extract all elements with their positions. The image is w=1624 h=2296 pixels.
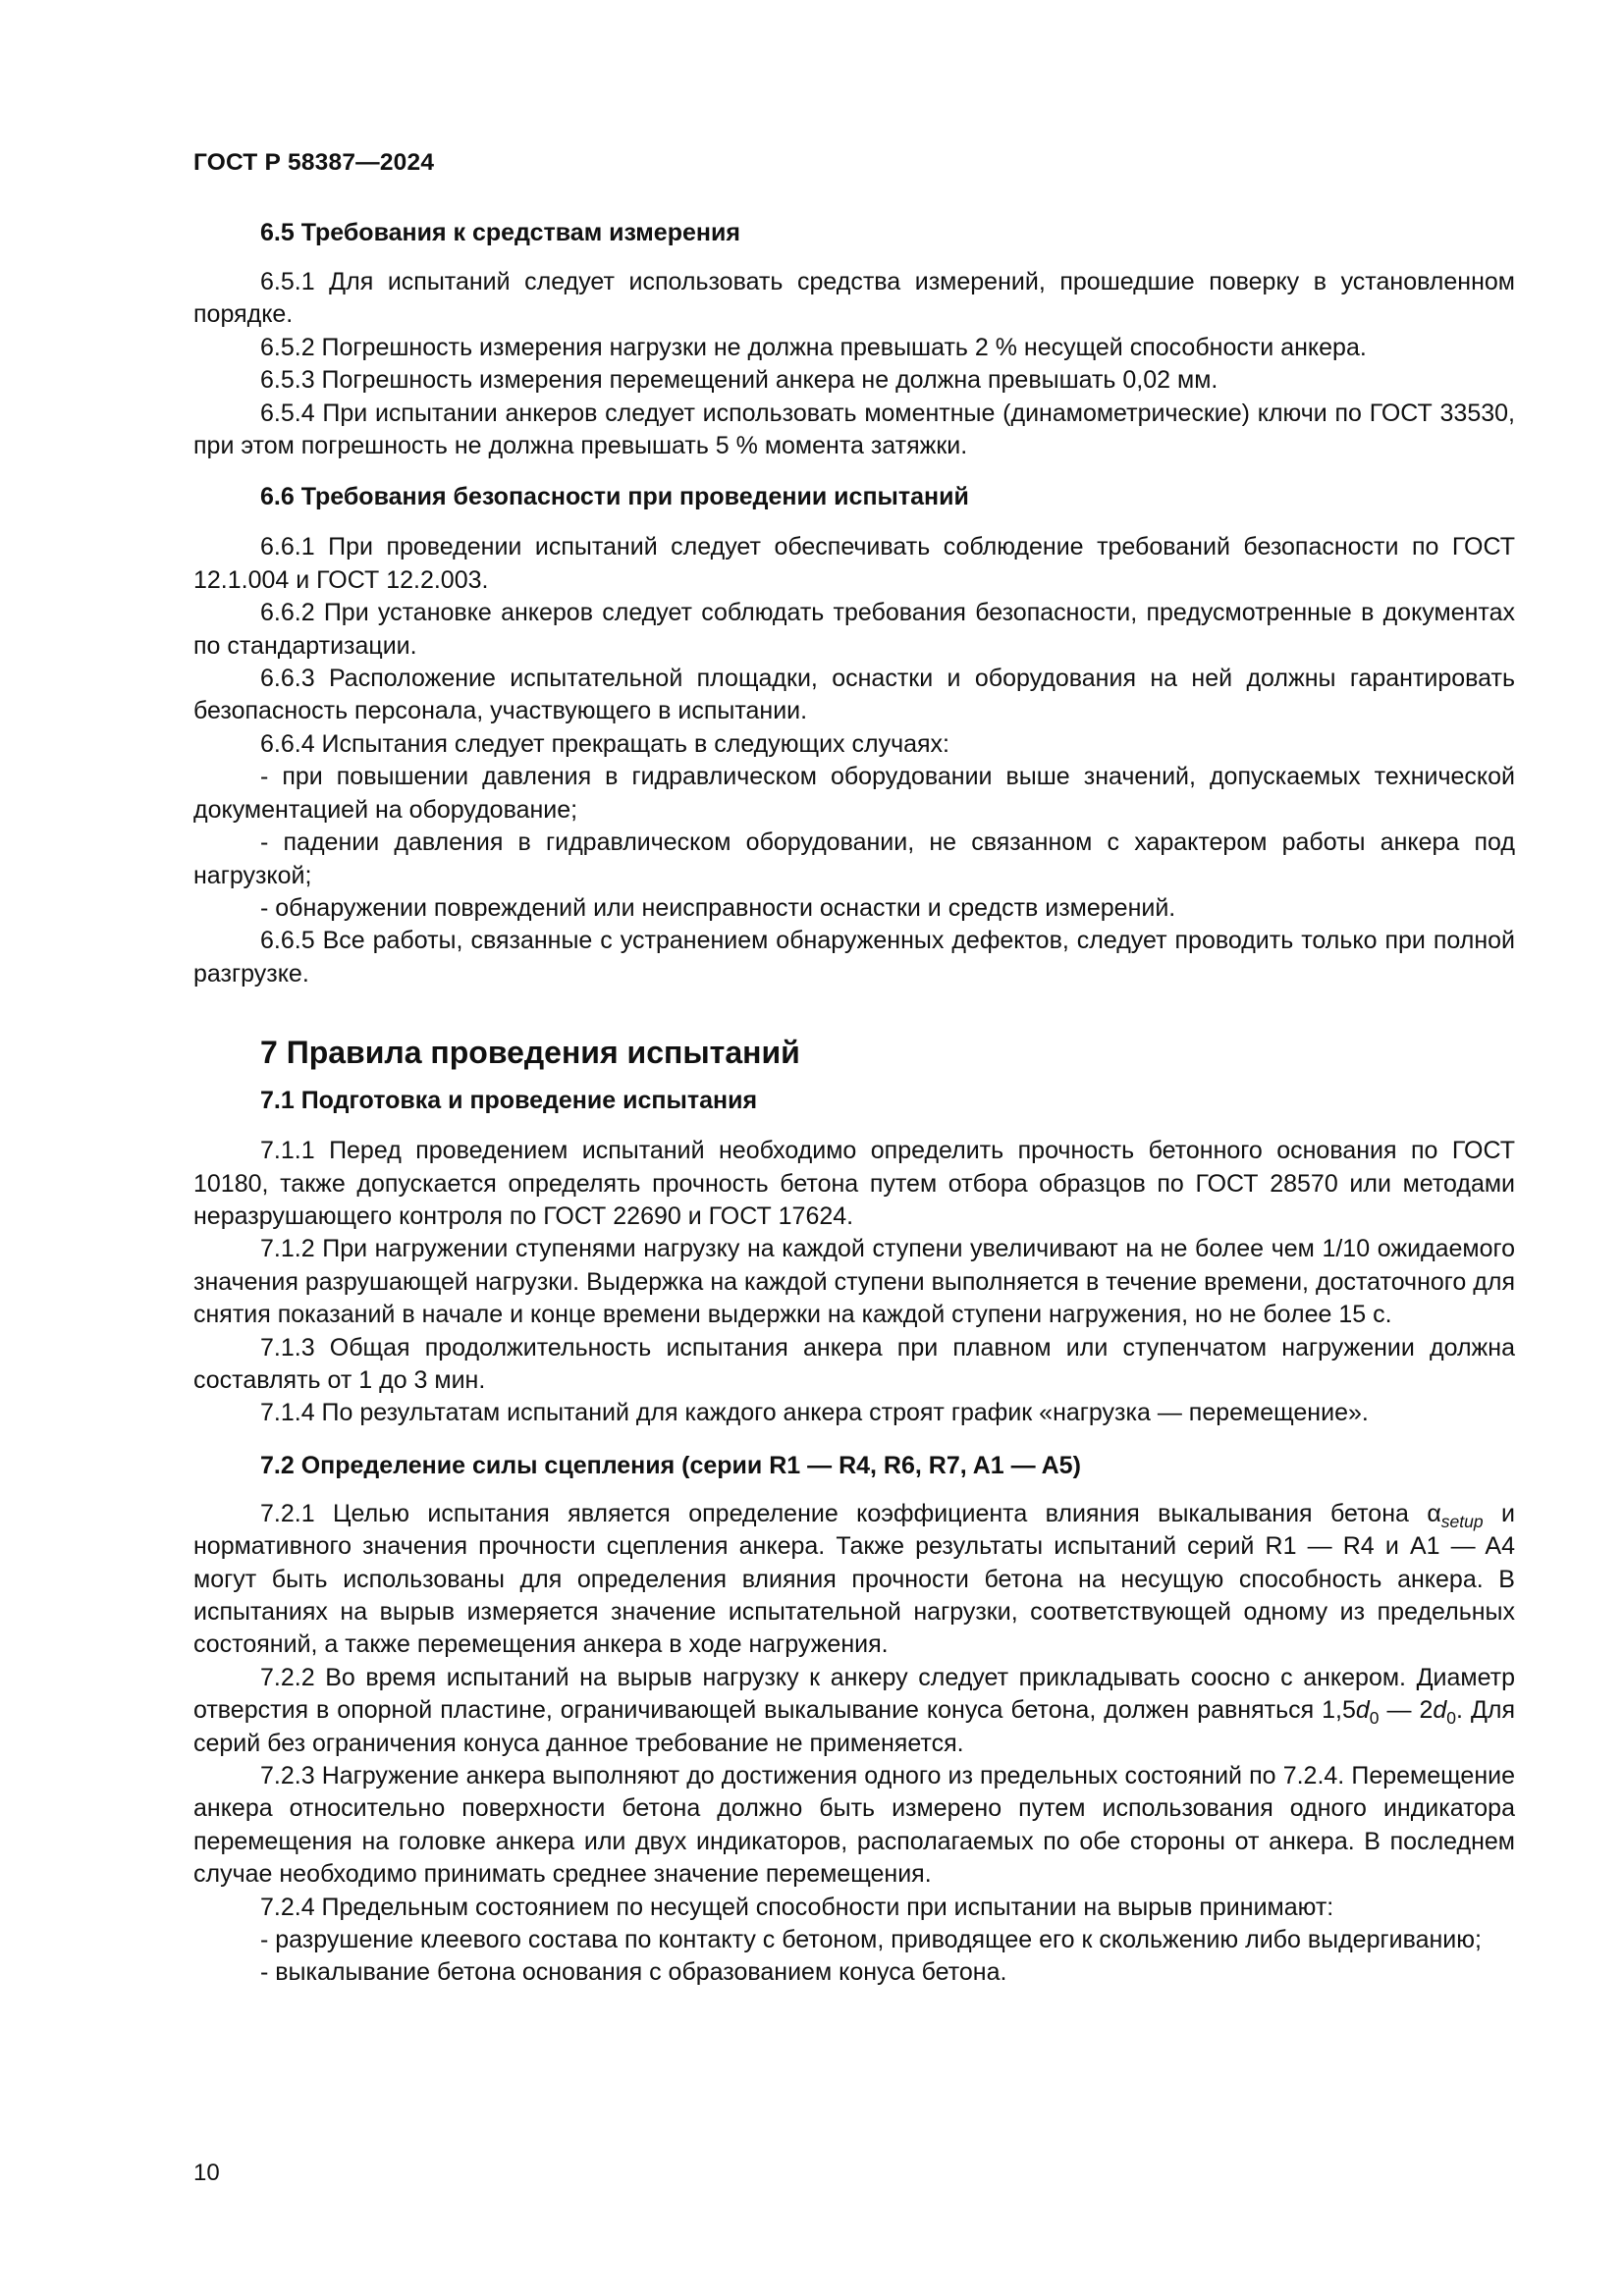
page-number: 10 bbox=[193, 2160, 220, 2186]
paragraph-6-5-2: 6.5.2 Погрешность измерения нагрузки не должна превышать 2 % несущей способности анкера. bbox=[260, 333, 1367, 361]
paragraph-6-5-4: 6.5.4 При испытании анкеров следует использовать моментные (динамометрические) ключи по ГОСТ 33530, при этом погрешность не должна превышать 5 % момента затяжки. bbox=[193, 399, 1515, 460]
alpha-subscript: setup bbox=[1440, 1511, 1484, 1531]
list-item: - обнаружении повреждений или неисправности оснастки и средств измерений. bbox=[260, 893, 1176, 922]
paragraph-6-6-2: 6.6.2 При установке анкеров следует соблюдать требования безопасности, предусмотренные в документах по стандартизации. bbox=[193, 599, 1515, 660]
text-run: и нормативного значения прочности сцепления анкера. Также результаты испытаний серий R1 — R4 и A1 — A4 могут быть использованы для определения влияния прочности бетона на несущую способность анкера. В испытаниях на вырыв измеряется значение испытательной нагрузки, соответствующей одному из предельных состояний, а также перемещения анкера в ходе нагружения. bbox=[193, 1499, 1515, 1659]
paragraph-6-5-1: 6.5.1 Для испытаний следует использовать средства измерений, прошедшие поверку в установленном порядке. bbox=[193, 268, 1515, 329]
paragraph-7-2-4: 7.2.4 Предельным состоянием по несущей способности при испытании на вырыв принимают: bbox=[260, 1893, 1334, 1921]
document-body bbox=[193, 217, 1515, 1990]
paragraph-7-2-3: 7.2.3 Нагружение анкера выполняют до достижения одного из предельных состояний по 7.2.4. Перемещение анкера относительно поверхности бетона должно быть измерено путем использования одного индикатора перемещения на головке анкера или двух индикаторов, располагаемых по обе стороны от анкера. В последнем случае необходимо принимать среднее значение перемещения. bbox=[193, 1762, 1515, 1889]
chapter-heading-7: 7 Правила проведения испытаний bbox=[260, 1035, 800, 1071]
paragraph-7-1-2: 7.1.2 При нагружении ступенями нагрузку на каждой ступени увеличивают на не более чем 1/10 ожидаемого значения разрушающей нагрузки. Выдержка на каждой ступени выполняется в течение времени, достаточного для снятия показаний в начале и конце времени выдержки на каждой ступени нагружения, но не более 15 с. bbox=[193, 1235, 1515, 1329]
text-run: 7.2.2 Во время испытаний на вырыв нагрузку к анкеру следует прикладывать соосно с анкером. Диаметр отверстия в опорной пластине, ограничивающей выкалывание конуса бетона, должен равняться 1,5 bbox=[193, 1663, 1515, 1725]
text-run: 7.2.1 Целью испытания является определение коэффициента влияния выкалывания бетона bbox=[260, 1499, 1428, 1527]
list-item: - при повышении давления в гидравлическом оборудовании выше значений, допускаемых технической документацией на оборудование; bbox=[193, 763, 1515, 824]
text-run: . Для серий без ограничения конуса данное требование не применяется. bbox=[193, 1696, 1515, 1757]
document-header: ГОСТ Р 58387—2024 bbox=[193, 149, 435, 176]
alpha-symbol: α bbox=[1427, 1499, 1441, 1527]
diameter-subscript: 0 bbox=[1446, 1708, 1457, 1729]
paragraph-7-2-1 bbox=[193, 1498, 1515, 1662]
diameter-subscript: 0 bbox=[1369, 1708, 1380, 1729]
text-run: — 2 bbox=[1379, 1696, 1434, 1725]
paragraph-7-1-3: 7.1.3 Общая продолжительность испытания анкера при плавном или ступенчатом нагружении должна составлять от 1 до 3 мин. bbox=[193, 1333, 1515, 1394]
paragraph-7-1-4: 7.1.4 По результатам испытаний для каждого анкера строят график «нагрузка — перемещение». bbox=[260, 1399, 1369, 1427]
section-heading-6-5: 6.5 Требования к средствам измерения bbox=[260, 219, 740, 246]
paragraph-6-6-4: 6.6.4 Испытания следует прекращать в следующих случаях: bbox=[260, 729, 949, 758]
section-heading-6-6: 6.6 Требования безопасности при проведении испытаний bbox=[260, 483, 969, 511]
list-item: - выкалывание бетона основания с образованием конуса бетона. bbox=[260, 1958, 1007, 1987]
paragraph-7-2-2 bbox=[193, 1662, 1515, 1760]
paragraph-6-6-3: 6.6.3 Расположение испытательной площадки, оснастки и оборудования на ней должны гарантировать безопасность персонала, участвующего в испытании. bbox=[193, 665, 1515, 725]
paragraph-6-6-5: 6.6.5 Все работы, связанные с устранением обнаруженных дефектов, следует проводить только при полной разгрузке. bbox=[193, 927, 1515, 988]
list-item: - разрушение клеевого состава по контакту с бетоном, приводящее его к скольжению либо выдергиванию; bbox=[260, 1926, 1482, 1954]
section-heading-7-2: 7.2 Определение силы сцепления (серии R1 — R4, R6, R7, A1 — A5) bbox=[260, 1451, 1081, 1479]
paragraph-6-6-1: 6.6.1 При проведении испытаний следует обеспечивать соблюдение требований безопасности по ГОСТ 12.1.004 и ГОСТ 12.2.003. bbox=[193, 533, 1515, 594]
list-item: - падении давления в гидравлическом оборудовании, не связанном с характером работы анкера под нагрузкой; bbox=[193, 828, 1515, 889]
diameter-variable: d bbox=[1355, 1696, 1370, 1725]
diameter-variable: d bbox=[1433, 1696, 1447, 1725]
section-heading-7-1: 7.1 Подготовка и проведение испытания bbox=[260, 1087, 758, 1115]
paragraph-7-1-1: 7.1.1 Перед проведением испытаний необходимо определить прочность бетонного основания по ГОСТ 10180, также допускается определять прочность бетона путем отбора образцов по ГОСТ 28570 или методами неразрушающего контроля по ГОСТ 22690 и ГОСТ 17624. bbox=[193, 1137, 1515, 1230]
paragraph-6-5-3: 6.5.3 Погрешность измерения перемещений анкера не должна превышать 0,02 мм. bbox=[260, 366, 1218, 395]
